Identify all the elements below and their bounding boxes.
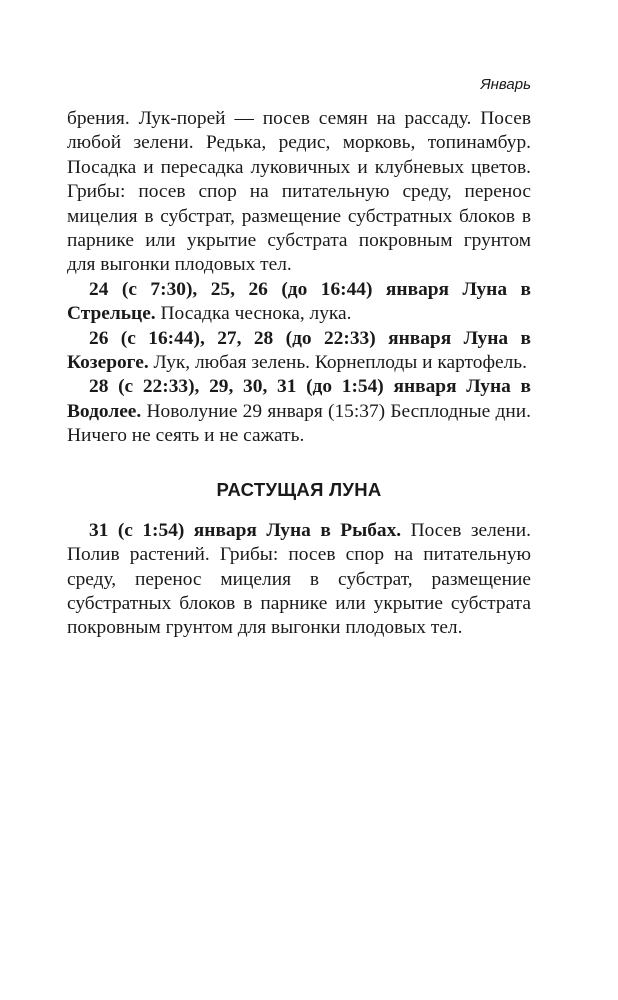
paragraph-lead: 26 (с 16:44), 27, 28 (до 22:33) января Луна в Козероге. — [67, 327, 531, 374]
running-head: Январь — [480, 76, 531, 93]
paragraph-text: Посев зелени. Полив растений. Грибы: посев спор на питательную среду, перенос мицелия в субстрат, размещение субстратных блоков в парнике или укрытие субстрата покровным грунтом для выгонки плодовых тел. — [67, 519, 531, 639]
paragraph-text: брения. Лук-порей — посев семян на рассаду. Посев любой зелени. Редька, редис, морковь, топинамбур. Посадка и пересадка луковичных и клубневых цветов. Грибы: посев спор на питательную среду, перенос мицелия в субстрат, размещение субстратных блоков в парнике или укрытие субстрата покровным грунтом для выгонки плодовых тел. — [67, 108, 531, 276]
paragraph-lead: 31 (с 1:54) января Луна в Рыбах. — [89, 519, 402, 541]
paragraph-pisces — [67, 519, 531, 641]
paragraph-text: Новолуние 29 января (15:37) Бесплодные дни. Ничего не сеять и не сажать. — [67, 400, 531, 447]
paragraph-continuation — [67, 107, 531, 278]
section-heading: РАСТУЩАЯ ЛУНА — [216, 478, 382, 500]
page-body — [67, 107, 531, 641]
paragraph-text: Посадка чеснока, лука. — [155, 303, 352, 325]
paragraph-lead: 24 (с 7:30), 25, 26 (до 16:44) января Луна в Стрельце. — [67, 278, 531, 325]
paragraph-aquarius — [67, 375, 531, 448]
paragraph-text: Лук, любая зелень. Корнеплоды и картофель. — [148, 352, 527, 374]
paragraph-sagittarius — [67, 278, 531, 327]
paragraph-capricorn — [67, 327, 531, 376]
paragraph-lead: 28 (с 22:33), 29, 30, 31 (до 1:54) января Луна в Водолее. — [67, 376, 531, 422]
